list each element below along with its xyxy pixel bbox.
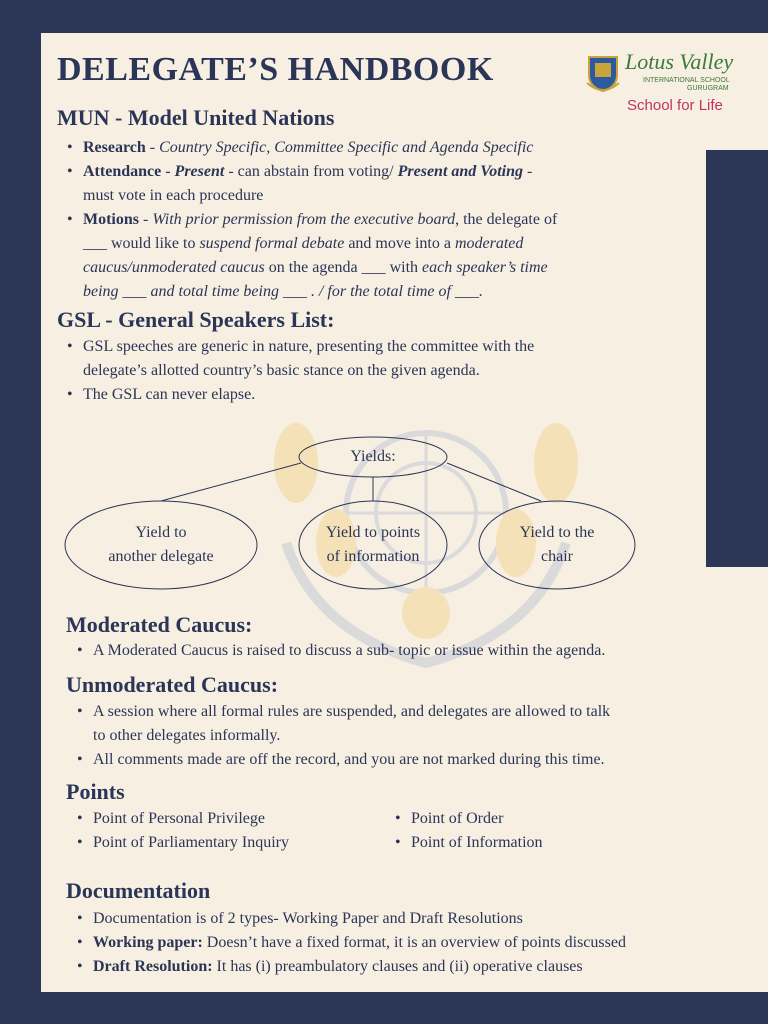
- research-label: Research: [83, 139, 146, 156]
- school-crest-icon: [585, 53, 621, 93]
- yield-node-line: another delegate: [108, 548, 214, 565]
- documentation-list: [71, 907, 766, 979]
- logo-location: GURUGRAM: [687, 85, 729, 92]
- decorative-side-bar: [706, 150, 768, 567]
- motions-label: Motions: [83, 211, 139, 228]
- draft-resolution-text: It has (i) preambulatory clauses and (ii) operative clauses: [212, 958, 583, 975]
- yield-node-line: chair: [541, 548, 573, 565]
- moderated-list: [71, 639, 761, 663]
- mun-heading: MUN - Model United Nations: [57, 105, 335, 130]
- gsl-heading: GSL - General Speakers List:: [57, 307, 335, 332]
- list-item: [61, 160, 701, 208]
- attendance-present: Present: [174, 163, 225, 180]
- attendance-end: -: [522, 163, 533, 180]
- attendance-line2: must vote in each procedure: [83, 187, 264, 204]
- list-item: [71, 748, 761, 772]
- attendance-present-voting: Present and Voting: [397, 163, 523, 180]
- yield-node-line: Yield to points: [325, 524, 421, 541]
- research-text: - Country Specific, Committee Specific and Agenda Specific: [145, 139, 534, 156]
- point-of-information: Point of Information: [411, 834, 543, 851]
- attendance-text: - can abstain from voting/: [224, 163, 398, 180]
- working-paper-label: Working paper:: [93, 934, 203, 951]
- list-item: [61, 208, 701, 304]
- points-list-left: [71, 807, 371, 855]
- motions-text: , the delegate of: [455, 211, 558, 228]
- list-item: [389, 831, 689, 855]
- motions-text: ___ would like to: [83, 235, 200, 252]
- motions-moderated: moderated: [454, 235, 524, 252]
- mun-list: [61, 136, 701, 304]
- unmoderated-heading: Unmoderated Caucus:: [66, 672, 279, 697]
- list-item: [71, 907, 766, 931]
- moderated-heading: Moderated Caucus:: [66, 612, 253, 637]
- attendance-label: Attendance: [83, 163, 162, 180]
- documentation-item1: Documentation is of 2 types- Working Paper and Draft Resolutions: [93, 910, 523, 927]
- logo-tagline: School for Life: [627, 97, 723, 114]
- yield-another-delegate: [71, 521, 251, 569]
- motions-text: on the agenda ___ with: [264, 259, 423, 276]
- yield-node-line: of information: [326, 548, 420, 565]
- motions-speaker-time: each speaker’s time: [422, 259, 548, 276]
- logo-name: Lotus Valley: [625, 49, 734, 74]
- gsl-item1-line2: delegate’s allotted country’s basic stance on the given agenda.: [83, 362, 480, 379]
- point-personal-privilege: Point of Personal Privilege: [93, 810, 265, 827]
- point-parliamentary-inquiry: Point of Parliamentary Inquiry: [93, 834, 289, 851]
- motions-total-time: being ___ and total time being ___ . / for the total time of ___.: [83, 283, 483, 300]
- list-item: [71, 807, 371, 831]
- gsl-item1-line1: GSL speeches are generic in nature, presenting the committee with the: [83, 338, 535, 355]
- list-item: [61, 383, 701, 407]
- list-item: [71, 831, 371, 855]
- list-item: [71, 931, 766, 955]
- point-of-order: Point of Order: [411, 810, 504, 827]
- yields-diagram: [61, 433, 651, 593]
- unmoderated-item1-line2: to other delegates informally.: [93, 727, 281, 744]
- points-heading: Points: [66, 779, 125, 804]
- page-title: DELEGATE’S HANDBOOK: [57, 51, 494, 88]
- documentation-heading: Documentation: [66, 878, 211, 903]
- yield-node-line: Yield to: [135, 524, 187, 541]
- working-paper-text: Doesn’t have a fixed format, it is an overview of points discussed: [202, 934, 626, 951]
- gsl-list: [61, 335, 701, 407]
- list-item: [61, 335, 701, 383]
- yield-to-chair: [487, 521, 627, 569]
- yield-points-of-information: [303, 521, 443, 569]
- attendance-dash: -: [161, 163, 175, 180]
- unmoderated-list: [71, 700, 761, 772]
- list-item: [389, 807, 689, 831]
- motions-dash: -: [139, 211, 153, 228]
- list-item: [61, 136, 701, 160]
- motions-suspend: suspend formal debate: [199, 235, 345, 252]
- logo-subtitle: INTERNATIONAL SCHOOL: [643, 77, 730, 84]
- motions-text: and move into a: [344, 235, 455, 252]
- yield-node-line: Yield to the: [519, 524, 595, 541]
- gsl-item2: The GSL can never elapse.: [83, 386, 256, 403]
- unmoderated-item1-line1: A session where all formal rules are suspended, and delegates are allowed to talk: [93, 703, 611, 720]
- list-item: [71, 700, 761, 748]
- school-logo: [581, 43, 751, 123]
- unmoderated-item2: All comments made are off the record, and you are not marked during this time.: [93, 751, 605, 768]
- yields-root: Yields:: [350, 448, 396, 465]
- motions-permission: With prior permission from the executive board: [152, 211, 456, 228]
- list-item: [71, 639, 761, 663]
- list-item: [71, 955, 766, 979]
- handbook-page: [41, 33, 768, 992]
- draft-resolution-label: Draft Resolution:: [93, 958, 213, 975]
- motions-caucus: caucus/unmoderated caucus: [83, 259, 265, 276]
- moderated-item1: A Moderated Caucus is raised to discuss a sub- topic or issue within the agenda.: [93, 642, 606, 659]
- points-list-right: [389, 807, 689, 855]
